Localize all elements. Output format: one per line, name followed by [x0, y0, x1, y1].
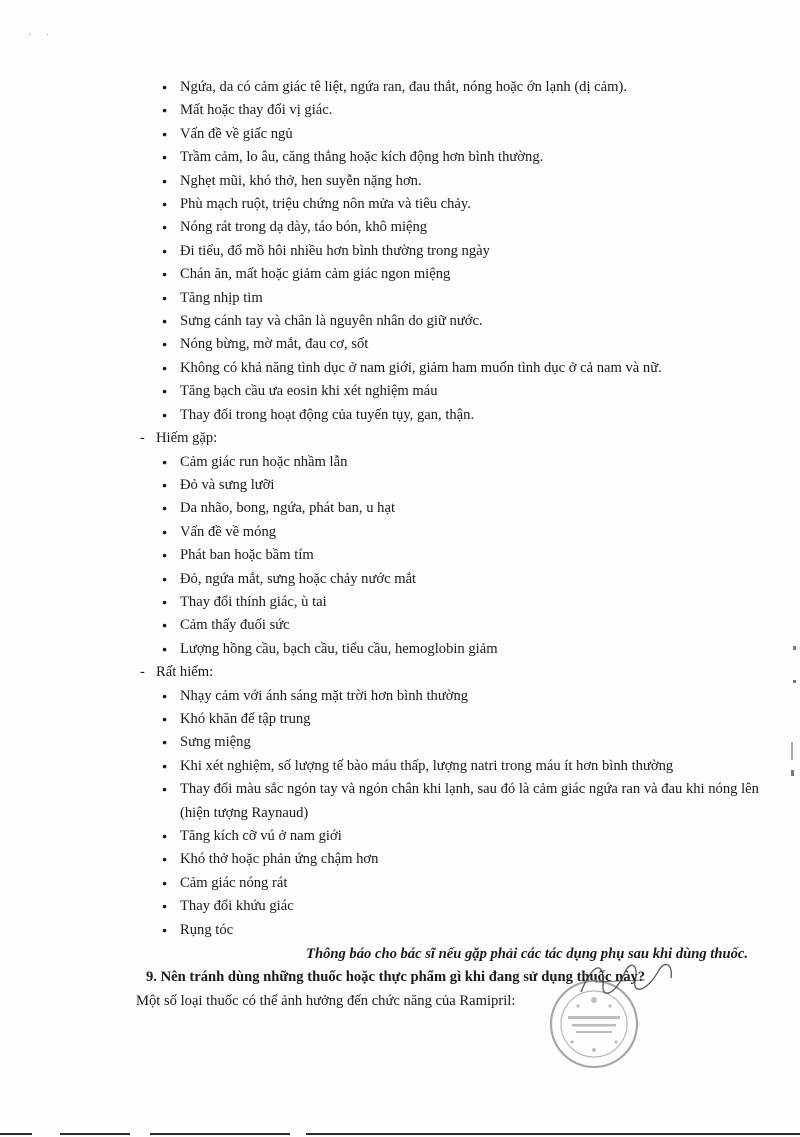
bottom-rule: [60, 1133, 130, 1135]
doctor-notice: Thông báo cho bác sĩ nếu gặp phải các tác dụng phụ sau khi dùng thuốc.: [306, 946, 748, 963]
bullet-item: ● Phát ban hoặc bầm tím: [140, 544, 760, 567]
bullet-item: ● Vấn đề về giấc ngủ: [140, 123, 760, 146]
scan-edge-mark: [791, 742, 793, 760]
bottom-rule: [306, 1133, 800, 1135]
bullet-item: ● Sưng cánh tay và chân là nguyên nhân do giữ nước.: [140, 310, 760, 333]
bullet-item: ● Ngứa, da có cảm giác tê liệt, ngứa ran, đau thắt, nóng hoặc ớn lạnh (dị cảm).: [140, 76, 760, 99]
scan-edge-mark: [791, 770, 794, 776]
side-effects-text: [136, 76, 760, 1013]
bullet-item: ● Tăng kích cỡ vú ở nam giới: [140, 825, 760, 848]
bullet-item: ● Cảm giác nóng rát: [140, 872, 760, 895]
bullet-item: ● Lượng hồng cầu, bạch cầu, tiểu cầu, hemoglobin giảm: [140, 638, 760, 661]
bullet-item: ● Rụng tóc: [140, 919, 760, 942]
bullet-item: ● Khi xét nghiệm, số lượng tế bào máu thấp, lượng natri trong máu ít hơn bình thường: [140, 755, 760, 778]
bullet-item: ● Thay đổi màu sắc ngón tay và ngón chân khi lạnh, sau đó là cảm giác ngứa ran và đau khi nóng lên (hiện tượng Raynaud): [140, 778, 780, 825]
frequency-heading: - Hiếm gặp:: [140, 427, 760, 450]
scan-corner-mark: · ·: [28, 30, 56, 41]
bottom-rule: [150, 1133, 290, 1135]
bullet-item: ● Phù mạch ruột, triệu chứng nôn mửa và tiêu chảy.: [140, 193, 760, 216]
bullet-item: ● Cảm thấy đuối sức: [140, 614, 760, 637]
frequency-heading: - Rất hiếm:: [140, 661, 760, 684]
bottom-rule: [0, 1133, 32, 1135]
bullet-item: ● Khó thở hoặc phản ứng chậm hơn: [140, 848, 760, 871]
bullet-item: ● Cảm giác run hoặc nhầm lẫn: [140, 451, 760, 474]
bullet-item: ● Thay đổi khứu giác: [140, 895, 760, 918]
bullet-item: ● Nhạy cảm với ánh sáng mặt trời hơn bình thường: [140, 685, 760, 708]
scan-edge-mark: [793, 646, 796, 650]
bullet-item: ● Da nhão, bong, ngứa, phát ban, u hạt: [140, 497, 760, 520]
bullet-item: ● Mất hoặc thay đổi vị giác.: [140, 99, 760, 122]
bullet-item: ● Nóng bừng, mờ mắt, đau cơ, sốt: [140, 333, 760, 356]
bullet-item: ● Đỏ và sưng lưỡi: [140, 474, 760, 497]
bullet-item: ● Sưng miệng: [140, 731, 760, 754]
bullet-item: ● Vấn đề về móng: [140, 521, 760, 544]
bullet-item: ● Chán ăn, mất hoặc giảm cảm giác ngon miệng: [140, 263, 760, 286]
section-heading: 9. Nên tránh dùng những thuốc hoặc thực phẩm gì khi đang sử dụng thuốc này?: [146, 969, 646, 986]
bullet-item: ● Nóng rát trong dạ dày, táo bón, khô miệng: [140, 216, 760, 239]
bullet-item: ● Nghẹt mũi, khó thở, hen suyễn nặng hơn.: [140, 170, 760, 193]
bullet-item: ● Không có khả năng tình dục ở nam giới, giảm ham muốn tình dục ở cả nam và nữ.: [140, 357, 760, 380]
bullet-item: ● Thay đổi thính giác, ù tai: [140, 591, 760, 614]
scan-edge-mark: [793, 680, 796, 683]
bullet-item: ● Trầm cảm, lo âu, căng thẳng hoặc kích động hơn bình thường.: [140, 146, 760, 169]
paragraph: Một số loại thuốc có thể ảnh hưởng đến chức năng của Ramipril:: [136, 992, 516, 1009]
bullet-item: ● Đi tiểu, đổ mồ hôi nhiều hơn bình thường trong ngày: [140, 240, 760, 263]
bullet-item: ● Đỏ, ngứa mắt, sưng hoặc chảy nước mắt: [140, 568, 760, 591]
bullet-item: ● Thay đổi trong hoạt động của tuyến tụy, gan, thận.: [140, 404, 760, 427]
handwritten-signature: [575, 952, 725, 1004]
bullet-item: ● Tăng nhịp tim: [140, 287, 760, 310]
bullet-item: ● Khó khăn để tập trung: [140, 708, 760, 731]
bullet-item: ● Tăng bạch cầu ưa eosin khi xét nghiệm máu: [140, 380, 760, 403]
